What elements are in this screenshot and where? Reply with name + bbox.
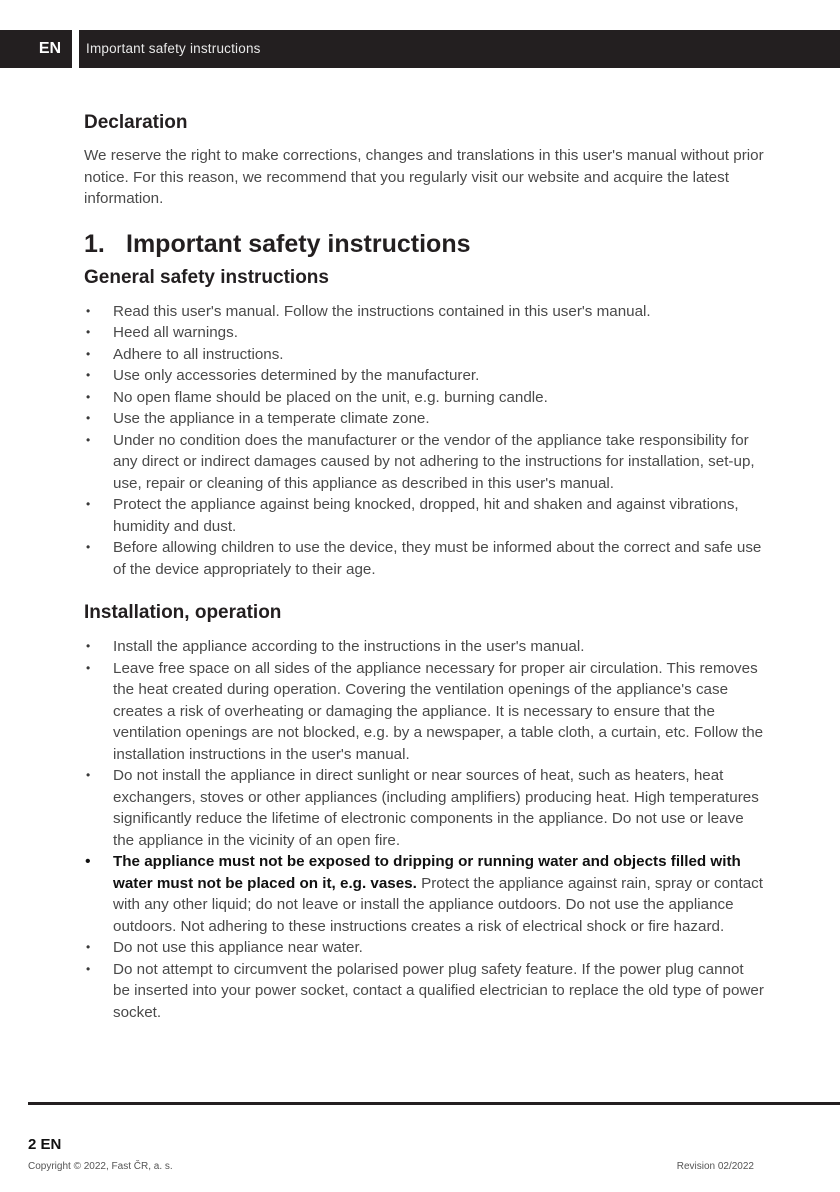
warning-rest-text: Protect the appliance against rain, spray or contact with any other liquid; do not leave or install the appliance outdoors. Do not use the appliance outdoors. Not adhering to these instructions creates a risk of electrical shock or fire hazard. [113,874,763,935]
list-item: • Use the appliance in a temperate climate zone. [86,410,430,427]
list-item: • No open flame should be placed on the unit, e.g. burning candle. [86,388,548,406]
header-divider [72,30,79,68]
copyright-text: Copyright © 2022, Fast ČR, a. s. [28,1161,173,1172]
chapter-title [84,227,764,261]
chapter-title-text: Important safety instructions [126,229,471,258]
list-item: • Do not use this appliance near water. [86,939,363,956]
list-item: • Before allowing children to use the device, they must be informed about the correct and safe use of the device appropriately to their age. [86,539,762,578]
language-tab: EN [38,40,62,57]
list-item: • Protect the appliance against being knocked, dropped, hit and shaken and against vibrations, humidity and dust. [86,496,739,535]
list-item: • Install the appliance according to the instructions in the user's manual. [86,638,585,655]
declaration-heading: Declaration [84,112,188,133]
header-bar [0,30,840,68]
list-item: • Heed all warnings. [86,324,238,341]
list-item: • Use only accessories determined by the manufacturer. [86,367,480,384]
list-item: • Leave free space on all sides of the appliance necessary for proper air circulation. This removes the heat created during operation. Covering the ventilation openings of the appliance's case creates a risk of overheating or damaging the appliance. It is necessary to ensure that the ventilation openings are not blocked, e.g. by a newspaper, a table cloth, a curtain, etc. Follow the installation instructions in the user's manual. [86,659,764,763]
installation-list [84,636,764,1023]
warning-bold-text: The appliance must not be exposed to dripping or running water and objects filled with water must not be placed on it, e.g. vases. [113,853,741,892]
installation-heading: Installation, operation [84,602,282,623]
list-item: • Under no condition does the manufacturer or the vendor of the appliance take responsibility for any direct or indirect damages caused by not adhering to the instructions for installation, set-up, use, repair or cleaning of this appliance as described in this user's manual. [86,431,755,492]
list-item-warning: • The appliance must not be exposed to dripping or running water and objects filled with water must not be placed on it, e.g. vases. Protect the appliance against rain, spray or contact with any other liquid; do not leave or install the appliance outdoors. Do not use the appliance outdoors. Not adhering to these instructions creates a risk of electrical shock or fire hazard. [85,853,763,935]
chapter-number: 1. [84,229,105,258]
list-item: • Do not install the appliance in direct sunlight or near sources of heat, such as heaters, heat exchangers, stoves or other appliances (including amplifiers) producing heat. High temperatures significantly reduce the lifetime of electronic components in the appliance. Do not use or leave the appliance in the vicinity of an open fire. [86,767,759,849]
general-heading: General safety instructions [84,266,329,288]
footer-rule [28,1102,840,1105]
page-content [84,110,764,1023]
general-list [84,301,764,581]
page-number: 2 EN [28,1136,62,1153]
list-item: • Read this user's manual. Follow the instructions contained in this user's manual. [86,302,651,320]
list-item: • Do not attempt to circumvent the polarised power plug safety feature. If the power plug cannot be inserted into your power socket, contact a qualified electrician to replace the old type of power socket. [86,960,764,1021]
revision-text: Revision 02/2022 [676,1161,754,1172]
declaration-text: We reserve the right to make corrections, changes and translations in this user's manual without prior notice. For this reason, we recommend that you regularly visit our website and acquire the latest information. [84,147,764,207]
list-item: • Adhere to all instructions. [86,345,284,363]
header-title: Important safety instructions [86,41,261,56]
